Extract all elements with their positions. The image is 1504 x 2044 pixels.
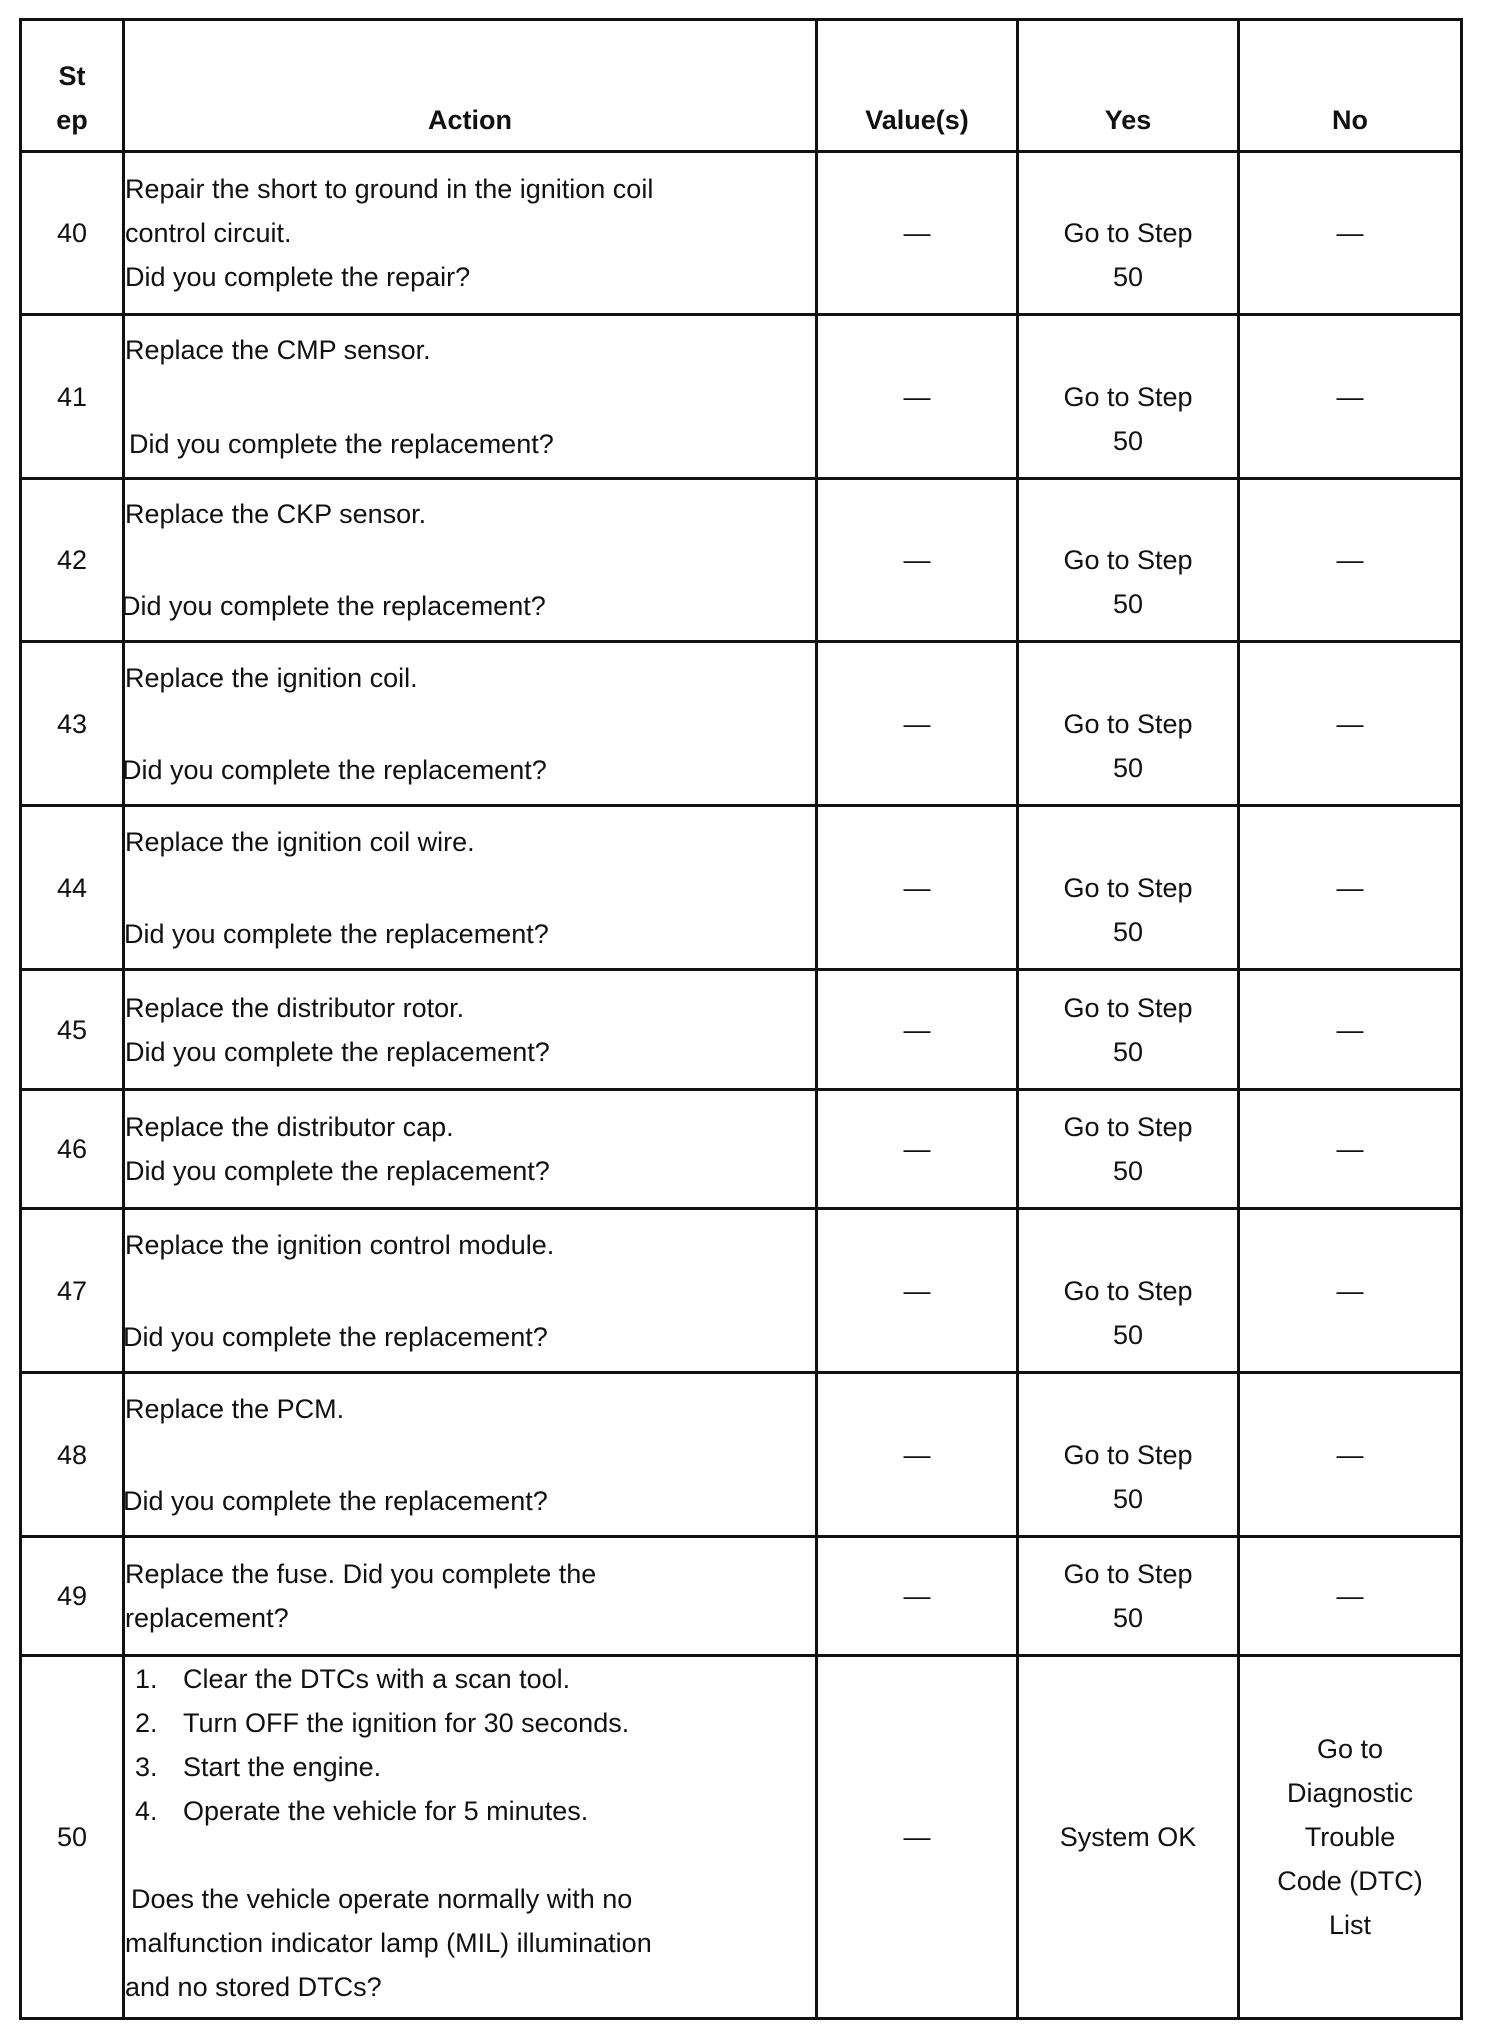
action-cell [124, 1537, 817, 1656]
list-text: Clear the DTCs with a scan tool. [183, 1664, 571, 1694]
no-cell [1239, 1537, 1462, 1656]
no-dash: — [1336, 1134, 1364, 1164]
step-number: 49 [21, 1537, 124, 1656]
value-dash: — [903, 545, 931, 575]
yes-cell [1018, 1373, 1239, 1537]
yes-cell [1018, 642, 1239, 806]
step-number: 47 [21, 1209, 124, 1373]
yes-line: Go to Step [1063, 381, 1193, 412]
yes-cell [1018, 1209, 1239, 1373]
yes-cell [1018, 1090, 1239, 1209]
value-cell [817, 970, 1018, 1090]
value-cell [817, 315, 1018, 479]
diagnostic-table [19, 18, 1463, 2020]
action-line: Did you complete the repair? [125, 262, 471, 292]
action-line: Replace the PCM. [125, 1393, 345, 1424]
action-cell [124, 1209, 817, 1373]
no-dash: — [1336, 708, 1364, 739]
yes-cell [1018, 806, 1239, 970]
list-item [135, 1745, 815, 1789]
action-line: Replace the distributor rotor. [125, 992, 465, 1023]
action-line: replacement? [125, 1603, 289, 1633]
no-dash: — [1336, 545, 1364, 575]
yes-line: Go to Step [1063, 1275, 1193, 1306]
yes-line: 50 [1112, 916, 1144, 947]
list-text: Start the engine. [183, 1752, 382, 1782]
no-cell [1239, 479, 1462, 642]
header-yes: Yes [1018, 20, 1239, 152]
value-dash: — [903, 1581, 931, 1611]
action-line: Did you complete the replacement? [123, 1485, 548, 1516]
table-row [21, 642, 1462, 806]
table-row [21, 1090, 1462, 1209]
no-cell [1239, 1373, 1462, 1537]
no-cell [1239, 152, 1462, 315]
list-number: 2. [135, 1708, 158, 1738]
yes-line: Go to Step [1063, 1559, 1193, 1589]
no-cell [1239, 806, 1462, 970]
no-dash: — [1336, 1581, 1364, 1611]
yes-line: 50 [1112, 1603, 1144, 1633]
action-line: Replace the ignition control module. [125, 1229, 555, 1260]
value-cell [817, 642, 1018, 806]
no-line: Code (DTC) [1277, 1866, 1423, 1896]
header-step-line2: ep [56, 105, 88, 135]
value-dash: — [903, 1822, 931, 1852]
action-line: Replace the distributor cap. [125, 1112, 454, 1142]
list-item [135, 1789, 815, 1833]
action-line: malfunction indicator lamp (MIL) illumination [125, 1928, 652, 1958]
value-dash: — [903, 218, 931, 248]
table-row [21, 806, 1462, 970]
action-cell [121, 479, 817, 642]
action-line: Did you complete the replacement? [123, 1321, 548, 1352]
action-cell [124, 1373, 817, 1537]
list-item [135, 1701, 815, 1745]
yes-line: 50 [1112, 1483, 1144, 1514]
action-line: and no stored DTCs? [125, 1972, 382, 2002]
action-cell [124, 806, 817, 970]
action-cell [124, 642, 817, 806]
action-line: Replace the ignition coil. [125, 662, 418, 693]
value-dash: — [903, 1439, 931, 1470]
action-cell [124, 152, 817, 315]
header-values: Value(s) [817, 20, 1018, 152]
header-action: Action [124, 20, 817, 152]
table-row [21, 152, 1462, 315]
value-cell [817, 1537, 1018, 1656]
yes-cell [1018, 1537, 1239, 1656]
no-cell [1239, 315, 1462, 479]
header-step-line1: St [58, 61, 86, 91]
step-number: 40 [21, 152, 124, 315]
table-header-row [21, 20, 1462, 152]
yes-line: 50 [1112, 262, 1144, 292]
action-line: Did you complete the replacement? [124, 918, 549, 949]
list-item [135, 1657, 815, 1701]
action-line: Replace the fuse. Did you complete the [125, 1559, 597, 1589]
yes-cell [1018, 152, 1239, 315]
table-body [21, 152, 1462, 2019]
step-number: 48 [21, 1373, 124, 1537]
no-dash: — [1336, 218, 1364, 248]
no-cell [1239, 1209, 1462, 1373]
no-line: Diagnostic [1286, 1778, 1414, 1808]
yes-line: Go to Step [1063, 992, 1193, 1023]
yes-cell [1018, 479, 1239, 642]
list-number: 4. [135, 1796, 158, 1826]
no-dash: — [1336, 1014, 1364, 1045]
yes-line: 50 [1112, 1319, 1144, 1350]
no-dash: — [1336, 1439, 1364, 1470]
action-line: Replace the ignition coil wire. [125, 826, 475, 857]
list-text: Operate the vehicle for 5 minutes. [183, 1796, 589, 1826]
table-row [21, 479, 1462, 642]
table-row [21, 1537, 1462, 1656]
table-row [21, 970, 1462, 1090]
step-number: 44 [21, 806, 124, 970]
no-line: Go to [1316, 1734, 1384, 1764]
value-cell [817, 152, 1018, 315]
no-dash: — [1336, 1275, 1364, 1306]
no-cell [1239, 642, 1462, 806]
no-cell [1239, 1656, 1462, 2019]
action-cell [124, 970, 817, 1090]
no-cell [1239, 1090, 1462, 1209]
step-number: 46 [21, 1090, 124, 1209]
table-row [21, 1209, 1462, 1373]
no-dash: — [1336, 381, 1364, 412]
yes-cell [1018, 970, 1239, 1090]
yes-line: 50 [1112, 425, 1144, 456]
action-cell [124, 1656, 817, 2019]
yes-line: Go to Step [1063, 708, 1193, 739]
step-number: 41 [21, 315, 124, 479]
table-row [21, 1373, 1462, 1537]
value-cell [817, 479, 1018, 642]
action-line: control circuit. [125, 218, 292, 248]
value-cell [817, 806, 1018, 970]
yes-line: 50 [1112, 1036, 1144, 1067]
no-line: List [1328, 1910, 1372, 1940]
yes-line: 50 [1112, 1156, 1144, 1186]
no-cell [1239, 970, 1462, 1090]
step-number: 50 [21, 1656, 124, 2019]
value-cell [817, 1656, 1018, 2019]
header-step [21, 20, 124, 152]
action-line: Does the vehicle operate normally with no [131, 1884, 633, 1914]
header-no: No [1239, 20, 1462, 152]
table-row [21, 315, 1462, 479]
step-number: 45 [21, 970, 124, 1090]
yes-line: 50 [1112, 752, 1144, 783]
action-line: Replace the CKP sensor. [125, 499, 427, 529]
yes-line: Go to Step [1063, 218, 1193, 248]
no-dash: — [1336, 872, 1364, 903]
yes-cell [1018, 315, 1239, 479]
value-cell [817, 1090, 1018, 1209]
action-line: Did you complete the replacement? [125, 1156, 550, 1186]
list-number: 1. [135, 1664, 158, 1694]
list-number: 3. [135, 1752, 158, 1782]
action-line: Did you complete the replacement? [125, 1036, 550, 1067]
list-text: Turn OFF the ignition for 30 seconds. [183, 1708, 630, 1738]
value-cell [817, 1209, 1018, 1373]
step-number: 42 [21, 479, 124, 642]
action-line: Did you complete the replacement? [121, 591, 546, 621]
action-line: Did you complete the replacement? [122, 754, 547, 785]
yes-line: Go to Step [1063, 545, 1193, 575]
yes-line: Go to Step [1063, 1112, 1193, 1142]
action-cell [124, 315, 817, 479]
yes-line: 50 [1112, 589, 1144, 619]
step-number: 43 [21, 642, 124, 806]
value-dash: — [903, 872, 931, 903]
value-dash: — [903, 1014, 931, 1045]
action-cell [124, 1090, 817, 1209]
yes-line: System OK [1059, 1822, 1197, 1852]
yes-cell [1018, 1656, 1239, 2019]
procedure-list [125, 1657, 815, 1833]
action-line: Repair the short to ground in the ignition coil [125, 174, 654, 204]
no-line: Trouble [1304, 1822, 1396, 1852]
yes-line: Go to Step [1063, 1439, 1193, 1470]
value-dash: — [903, 708, 931, 739]
value-dash: — [903, 1275, 931, 1306]
action-line: Replace the CMP sensor. [125, 334, 431, 365]
action-line: Did you complete the replacement? [129, 428, 554, 459]
value-dash: — [903, 1134, 931, 1164]
table-row-final [21, 1656, 1462, 2019]
value-dash: — [903, 381, 931, 412]
value-cell [817, 1373, 1018, 1537]
yes-line: Go to Step [1063, 872, 1193, 903]
